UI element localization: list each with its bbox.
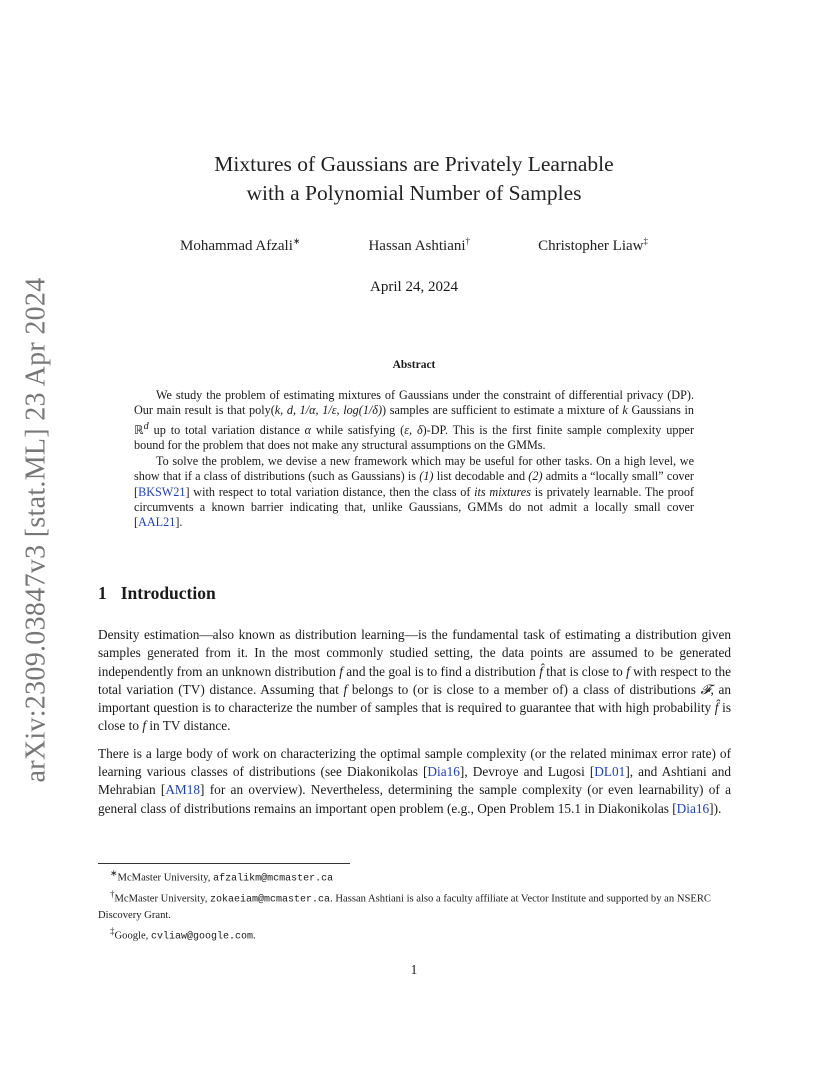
abstract-heading: Abstract <box>392 359 436 371</box>
email-address: afzalikm@mcmaster.ca <box>213 873 334 885</box>
author-mark: † <box>465 236 471 246</box>
paper-title <box>150 150 678 208</box>
citation-link[interactable]: BKSW21 <box>138 484 186 499</box>
title-line-1: Mixtures of Gaussians are Privately Learnable <box>214 152 614 176</box>
author-name: Hassan Ashtiani <box>368 238 466 254</box>
body-paragraph: There is a large body of work on characterizing the optimal sample complexity (or the related minimax error rate) of learning various classes of distributions (see Diakonikolas [Dia16], Devroye and Lugosi [DL01], and Ashtiani and Mehrabian [AM18] for an overview). Nevertheless, determining the sample complexity (or even learnability) of a general class of distributions remains an important open problem (e.g., Open Problem 15.1 in Diakonikolas [Dia16]). <box>98 745 731 816</box>
abstract-paragraph: We study the problem of estimating mixtures of Gaussians under the constraint of differential privacy (DP). Our main result is that poly(k, d, 1/α, 1/ε, log(1/δ)) samples are sufficient to estimate a mixture of k Gaussians in ℝ$^d$ up to total variation distance α while satisfying (ε, δ)-DP. This is the first finite sample complexity upper bound for the problem that does not make any structural assumptions on the GMMs. <box>134 388 695 453</box>
footnotes <box>98 866 731 945</box>
section-title: Introduction <box>120 583 216 603</box>
author <box>538 236 648 255</box>
section-number: 1 <box>98 583 107 603</box>
footnote: ‡Google, cvliaw@google.com. <box>110 925 256 943</box>
author <box>368 236 470 255</box>
body-paragraph: Density estimation—also known as distribution learning—is the fundamental task of estimating a distribution given samples generated from it. In the most commonly studied setting, the data points are assumed to be generated independently from an unknown distribution f and the goal is to find a distribution f̂ that is close to f with respect to the total variation (TV) distance. Assuming that f belongs to (or is close to a member of) a class of distributions 𝓕, an important question is to characterize the number of samples that is required to guarantee that with high probability f̂ is close to f in TV distance. <box>98 627 732 734</box>
citation-link[interactable]: AM18 <box>165 782 201 798</box>
author-list <box>180 236 648 255</box>
citation-link[interactable]: AAL21 <box>138 515 176 530</box>
abstract-paragraph: To solve the problem, we devise a new framework which may be useful for other tasks. On a high level, we show that if a class of distributions (such as Gaussians) is (1) list decodable and (2) admits a “locally small” cover [BKSW21] with respect to total variation distance, then the class of its mixtures is privately learnable. The proof circumvents a known barrier indicating that, unlike Gaussians, GMMs do not admit a locally small cover [AAL21]. <box>134 453 694 530</box>
author-name: Christopher Liaw <box>538 238 644 254</box>
arxiv-identifier-stamp <box>14 277 60 783</box>
page-number: 1 <box>410 962 418 977</box>
title-line-2: with a Polynomial Number of Samples <box>246 181 582 205</box>
citation-link[interactable]: Dia16 <box>427 764 460 780</box>
introduction-body <box>98 626 731 827</box>
arxiv-id: arXiv:2309.03847v3 [stat.ML] 23 Apr 2024 <box>21 277 52 783</box>
footnote: ∗McMaster University, afzalikm@mcmaster.ca <box>110 868 334 885</box>
paper-date: April 24, 2024 <box>370 279 458 295</box>
email-address: zokaeiam@mcmaster.ca <box>210 894 331 906</box>
author-mark: ‡ <box>643 236 648 246</box>
citation-link[interactable]: DL01 <box>594 764 626 780</box>
citation-link[interactable]: Dia16 <box>676 800 710 816</box>
author-name: Mohammad Afzali <box>180 238 293 254</box>
author <box>180 236 300 255</box>
footnote: †McMaster University, zokaeiam@mcmaster.ca. Hassan Ashtiani is also a faculty affiliate at Vector Institute and supported by an NSERC Discovery Grant. <box>98 889 711 922</box>
author-mark: ∗ <box>292 236 301 246</box>
email-address: cvliaw@google.com <box>150 931 254 943</box>
footnote-divider <box>98 863 350 864</box>
abstract-body <box>134 388 694 531</box>
section-heading <box>98 583 216 604</box>
